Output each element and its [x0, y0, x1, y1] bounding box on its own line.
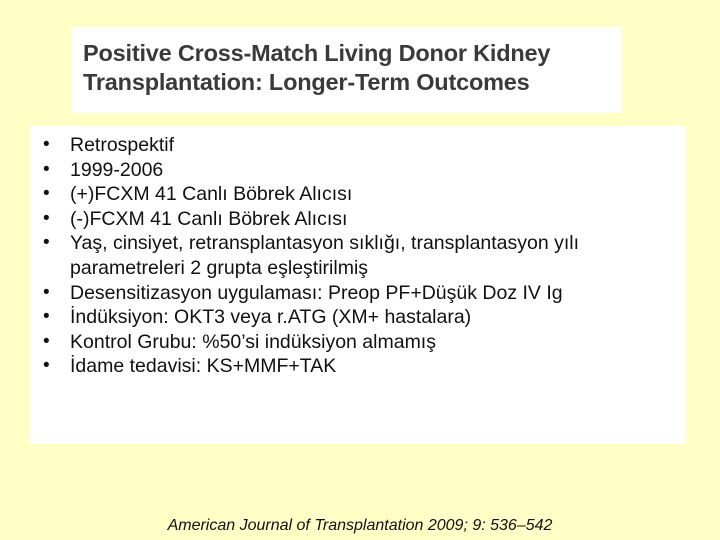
bullet-list — [30, 133, 685, 379]
bullet-item — [30, 182, 685, 207]
bullet-item — [30, 231, 685, 280]
citation: American Journal of Transplantation 2009; 9: 536–542 — [167, 517, 553, 534]
bullet-dot-icon: • — [43, 306, 50, 328]
title-panel — [71, 27, 621, 113]
bullet-dot-icon: • — [43, 158, 50, 180]
bullet-text: Desensitizasyon uygulaması: Preop PF+Düşük Doz IV Ig — [70, 281, 563, 304]
bullet-dot-icon: • — [43, 281, 50, 303]
bullet-text: (+)FCXM 41 Canlı Böbrek Alıcısı — [70, 183, 353, 206]
bullet-text: İndüksiyon: OKT3 veya r.ATG (XM+ hastalara) — [70, 306, 472, 329]
bullet-dot-icon: • — [43, 134, 50, 155]
bullet-dot-icon: • — [43, 355, 50, 377]
bullet-text: Yaş, cinsiyet, retransplantasyon sıklığı, transplantasyon yılı parametreleri 2 grupta eşleştirilmiş — [70, 232, 580, 279]
bullet-text: Kontrol Grubu: %50’si indüksiyon almamış — [70, 330, 436, 353]
bullet-text: 1999-2006 — [70, 158, 164, 181]
slide-title-line-1: Positive Cross-Match Living Donor Kidney — [83, 40, 551, 66]
bullet-item — [30, 354, 685, 379]
bullet-item — [30, 207, 685, 232]
bullet-item — [30, 330, 685, 355]
content-panel — [30, 126, 685, 444]
bullet-item — [30, 305, 685, 330]
bullet-item — [30, 158, 685, 183]
bullet-text: (-)FCXM 41 Canlı Böbrek Alıcısı — [70, 207, 348, 230]
bullet-item — [30, 281, 685, 306]
bullet-text: İdame tedavisi: KS+MMF+TAK — [70, 355, 337, 378]
bullet-dot-icon: • — [43, 207, 50, 229]
bullet-dot-icon: • — [43, 183, 50, 205]
bullet-dot-icon: • — [43, 330, 50, 352]
slide-title-line-2: Transplantation: Longer-Term Outcomes — [83, 69, 530, 95]
bullet-dot-icon: • — [43, 232, 50, 254]
bullet-item — [30, 133, 685, 158]
bullet-text: Retrospektif — [70, 134, 175, 156]
